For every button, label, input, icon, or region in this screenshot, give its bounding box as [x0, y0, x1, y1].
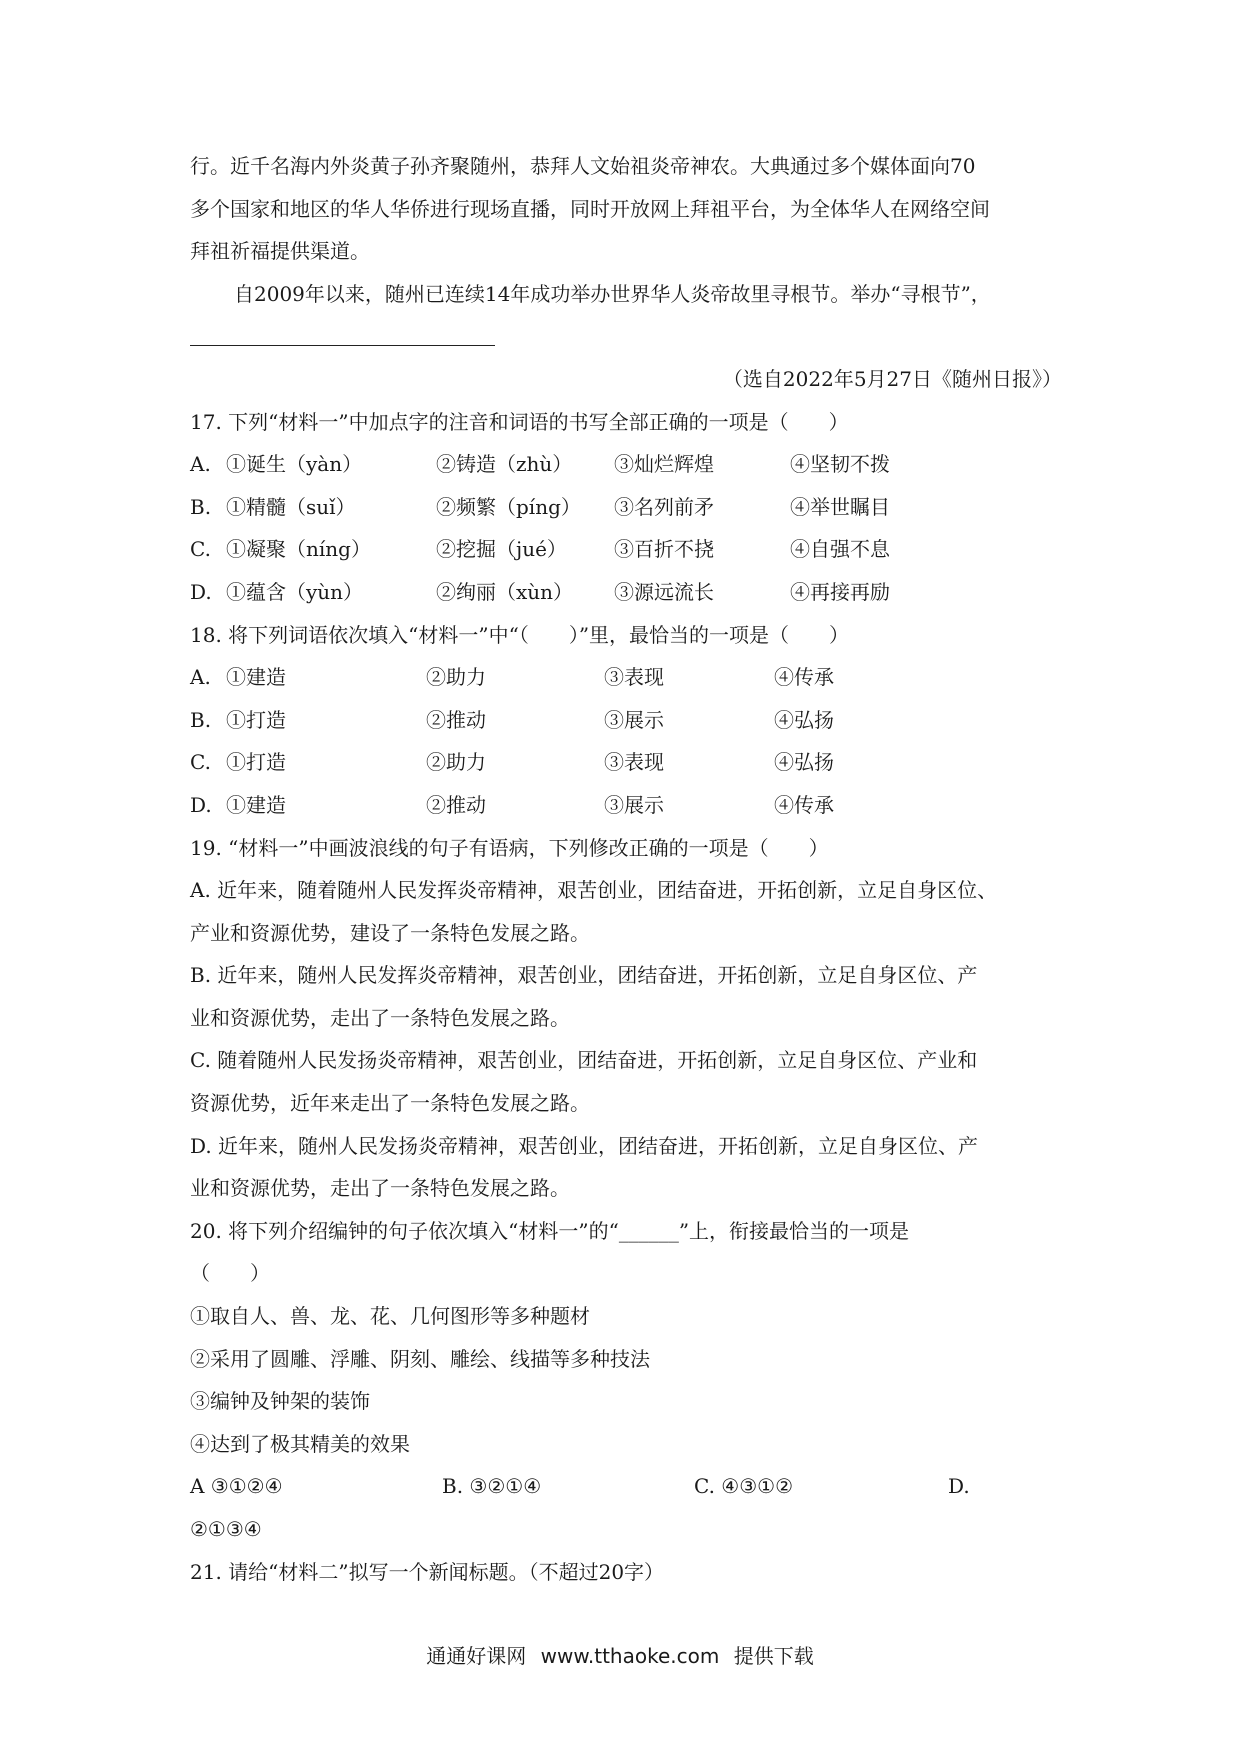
question-20-sentence: ③编钟及钟架的装饰	[190, 1389, 370, 1414]
option-label: A.	[190, 665, 211, 690]
exam-page	[190, 145, 1062, 1593]
option-item: ②助力	[426, 750, 486, 775]
question-20-answer-paren: （ ）	[190, 1261, 270, 1286]
question-18-option-b	[190, 699, 1062, 742]
question-20-sentence: ①取自人、兽、龙、花、几何图形等多种题材	[190, 1304, 590, 1329]
answer-option-d-continued: ②①③④	[190, 1517, 262, 1541]
material-line: 行。近千名海内外炎黄子孙齐聚随州，恭拜人文始祖炎帝神农。大典通过多个媒体面向70	[190, 154, 976, 178]
option-item: ②频繁（píng）	[436, 494, 581, 519]
option-item: ③源远流长	[614, 579, 714, 604]
option-item: ①打造	[226, 707, 286, 732]
question-19-option-line: 业和资源优势，走出了一条特色发展之路。	[190, 1005, 570, 1030]
option-item: ④传承	[774, 665, 834, 690]
question-18-option-a	[190, 656, 1062, 699]
question-20-stem: 20. 将下列介绍编钟的句子依次填入“材料一”的“______”上，衔接最恰当的一项是	[190, 1218, 910, 1243]
question-19-option-line: D. 近年来，随州人民发扬炎帝精神，艰苦创业，团结奋进，开拓创新，立足自身区位、产	[190, 1133, 979, 1158]
option-item: ①建造	[226, 665, 286, 690]
option-item: ②推动	[426, 707, 486, 732]
option-item: ④自强不息	[790, 537, 890, 562]
option-item: ①诞生（yàn）	[226, 452, 363, 477]
material-line: 拜祖祈福提供渠道。	[190, 239, 370, 264]
option-item: ①蕴含（yùn）	[226, 579, 364, 604]
answer-option-c: C. ④③①②	[694, 1474, 794, 1499]
footer-site-name: 通通好课网	[426, 1644, 527, 1668]
option-label: C.	[190, 750, 211, 775]
option-item: ④坚韧不拨	[790, 452, 890, 477]
option-label: B.	[190, 494, 212, 519]
question-17-option-d	[190, 571, 1062, 614]
option-label: D.	[190, 792, 212, 817]
question-17-stem: 17. 下列“材料一”中加点字的注音和词语的书写全部正确的一项是（ ）	[190, 409, 849, 434]
answer-blank-line	[190, 315, 1062, 358]
footer-url: www.tthaoke.com	[540, 1644, 720, 1668]
option-item: ④弘扬	[774, 750, 834, 775]
option-item: ③展示	[604, 707, 664, 732]
option-item: ④传承	[774, 792, 834, 817]
option-item: ③百折不挠	[614, 537, 714, 562]
option-item: ②挖掘（jué）	[436, 537, 567, 562]
question-19-option-line: C. 随着随州人民发扬炎帝精神，艰苦创业，团结奋进，开拓创新，立足自身区位、产业和	[190, 1048, 978, 1073]
option-item: ①建造	[226, 792, 286, 817]
option-item: ③表现	[604, 750, 664, 775]
option-item: ②绚丽（xùn）	[436, 579, 574, 604]
option-item: ①精髓（suǐ）	[226, 494, 356, 519]
question-21-stem: 21. 请给“材料二”拟写一个新闻标题。（不超过20字）	[190, 1559, 665, 1584]
question-20-sentence: ④达到了极其精美的效果	[190, 1431, 410, 1456]
option-item: ①打造	[226, 750, 286, 775]
blank-rule	[190, 345, 495, 346]
question-20-sentence: ②采用了圆雕、浮雕、阴刻、雕绘、线描等多种技法	[190, 1346, 650, 1371]
option-item: ④再接再励	[790, 579, 890, 604]
option-label: A.	[190, 452, 211, 477]
question-20-answers	[190, 1465, 1062, 1508]
answer-option-a: A ③①②④	[190, 1474, 283, 1499]
material-line: 多个国家和地区的华人华侨进行现场直播，同时开放网上拜祖平台，为全体华人在网络空间	[190, 196, 990, 221]
option-item: ④举世瞩目	[790, 494, 890, 519]
question-19-stem: 19. “材料一”中画波浪线的句子有语病，下列修改正确的一项是（ ）	[190, 835, 829, 860]
option-item: ②助力	[426, 665, 486, 690]
option-label: D.	[190, 579, 212, 604]
option-item: ③灿烂辉煌	[614, 452, 714, 477]
option-item: ②铸造（zhù）	[436, 452, 573, 477]
page-footer	[0, 1640, 1240, 1669]
material-paragraph: 自2009年以来，随州已连续14年成功举办世界华人炎帝故里寻根节。举办“寻根节”，	[234, 281, 991, 306]
answer-option-b: B. ③②①④	[442, 1474, 542, 1499]
question-19-option-line: 业和资源优势，走出了一条特色发展之路。	[190, 1176, 570, 1201]
question-19-option-line: 产业和资源优势，建设了一条特色发展之路。	[190, 920, 590, 945]
option-item: ③名列前矛	[614, 494, 714, 519]
option-item: ③表现	[604, 665, 664, 690]
option-label: C.	[190, 537, 211, 562]
option-item: ①凝聚（níng）	[226, 537, 371, 562]
option-item: ②推动	[426, 792, 486, 817]
option-item: ③展示	[604, 792, 664, 817]
question-19-option-line: B. 近年来，随州人民发挥炎帝精神，艰苦创业，团结奋进，开拓创新，立足自身区位、产	[190, 963, 978, 988]
question-19-option-line: A. 近年来，随着随州人民发挥炎帝精神，艰苦创业，团结奋进，开拓创新，立足自身区位、	[190, 878, 998, 903]
question-17-option-a	[190, 443, 1062, 486]
footer-tail: 提供下载	[733, 1644, 814, 1668]
question-17-option-c	[190, 528, 1062, 571]
question-18-option-d	[190, 784, 1062, 827]
question-19-option-line: 资源优势，近年来走出了一条特色发展之路。	[190, 1091, 590, 1116]
question-18-stem: 18. 将下列词语依次填入“材料一”中“（ ）”里，最恰当的一项是（ ）	[190, 622, 850, 647]
source-citation: （选自2022年5月27日《随州日报》）	[722, 366, 1062, 391]
question-17-option-b	[190, 486, 1062, 529]
option-label: B.	[190, 707, 212, 732]
answer-option-d: D.	[948, 1474, 970, 1499]
option-item: ④弘扬	[774, 707, 834, 732]
question-18-option-c	[190, 741, 1062, 784]
